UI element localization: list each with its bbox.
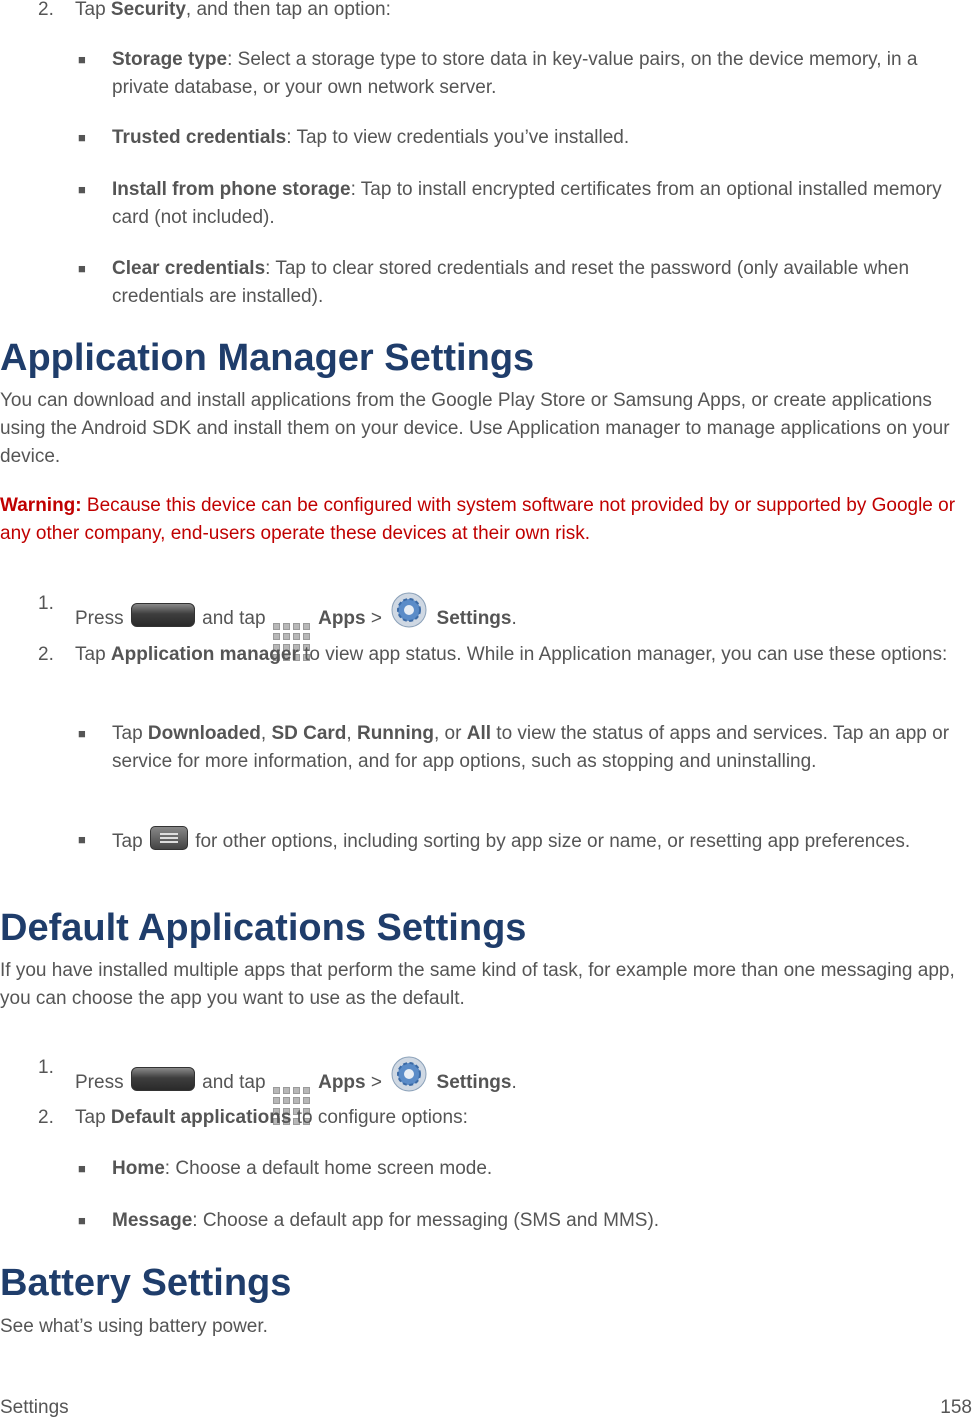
bullet-marker: ■ [78, 130, 86, 145]
home-button-icon [131, 1067, 195, 1091]
security-step: Tap Security, and then tap an option: [75, 0, 391, 20]
bullet-install-from-storage: Install from phone storage: Tap to install encrypted certificates from an optional installed memory card (not included). [112, 179, 942, 228]
bullet-message: Message: Choose a default app for messaging (SMS and MMS). [112, 1210, 660, 1231]
home-button-icon [131, 603, 195, 627]
heading-application-manager: Application Manager Settings [0, 337, 535, 379]
bullet-clear-credentials: Clear credentials: Tap to clear stored credentials and reset the password (only available when credentials are installed). [112, 258, 910, 307]
press-apps-settings-step: Press and tap Apps > Settings. [75, 1054, 972, 1125]
battery-intro: See what’s using battery power. [0, 1316, 268, 1337]
warning-note: Warning: Because this device can be configured with system software not provided by or supported by Google or any other company, end-users operate these devices at their own risk. [0, 495, 956, 544]
default-applications-step: Tap Default applications to configure options: [75, 1107, 468, 1128]
bullet-marker: ■ [78, 52, 86, 67]
settings-gear-icon [389, 590, 429, 630]
heading-default-applications: Default Applications Settings [0, 907, 527, 949]
security-label: Security [110, 0, 186, 20]
bullet-storage-type: Storage type: Select a storage type to store data in key-value pairs, on the device memory, in a private database, or your own network server. [112, 49, 918, 98]
menu-button-icon [150, 826, 188, 850]
bullet-marker: ■ [78, 182, 86, 197]
footer-page-number: 158 [940, 1397, 972, 1418]
bullet-marker: ■ [78, 832, 86, 847]
step-number: 1. [38, 1057, 54, 1078]
default-apps-intro: If you have installed multiple apps that perform the same kind of task, for example more than one messaging app, you can choose the app you want to use as the default. [0, 960, 955, 1009]
bullet-trusted-credentials: Trusted credentials: Tap to view credentials you’ve installed. [112, 127, 630, 148]
application-manager-step: Tap Application manager to view app status. While in Application manager, you can use these options: [75, 644, 948, 665]
bullet-home: Home: Choose a default home screen mode. [112, 1158, 493, 1179]
bullet-marker: ■ [78, 726, 86, 741]
settings-gear-icon [389, 1054, 429, 1094]
step-number: 1. [38, 593, 54, 614]
press-apps-settings-step: Press and tap Apps > Settings. [75, 590, 972, 661]
bullet-marker: ■ [78, 1161, 86, 1176]
step-number: 2. [38, 1107, 54, 1128]
bullet-marker: ■ [78, 1213, 86, 1228]
step-number: 2. [38, 644, 54, 665]
heading-battery: Battery Settings [0, 1262, 292, 1304]
footer-section: Settings [0, 1397, 69, 1418]
app-manager-intro: You can download and install applications from the Google Play Store or Samsung Apps, or create applications using the Android SDK and install them on your device. Use Application manager to manage applications on your device. [0, 390, 950, 467]
bullet-menu-options: Tap for other options, including sorting by app size or name, or resetting app preferences. [112, 826, 972, 856]
bullet-marker: ■ [78, 261, 86, 276]
step-number: 2. [38, 0, 54, 20]
bullet-app-status-tabs: Tap Downloaded, SD Card, Running, or All to view the status of apps and services. Tap an app or service for more information, and for app options, such as stopping and uninstalling. [112, 723, 950, 772]
